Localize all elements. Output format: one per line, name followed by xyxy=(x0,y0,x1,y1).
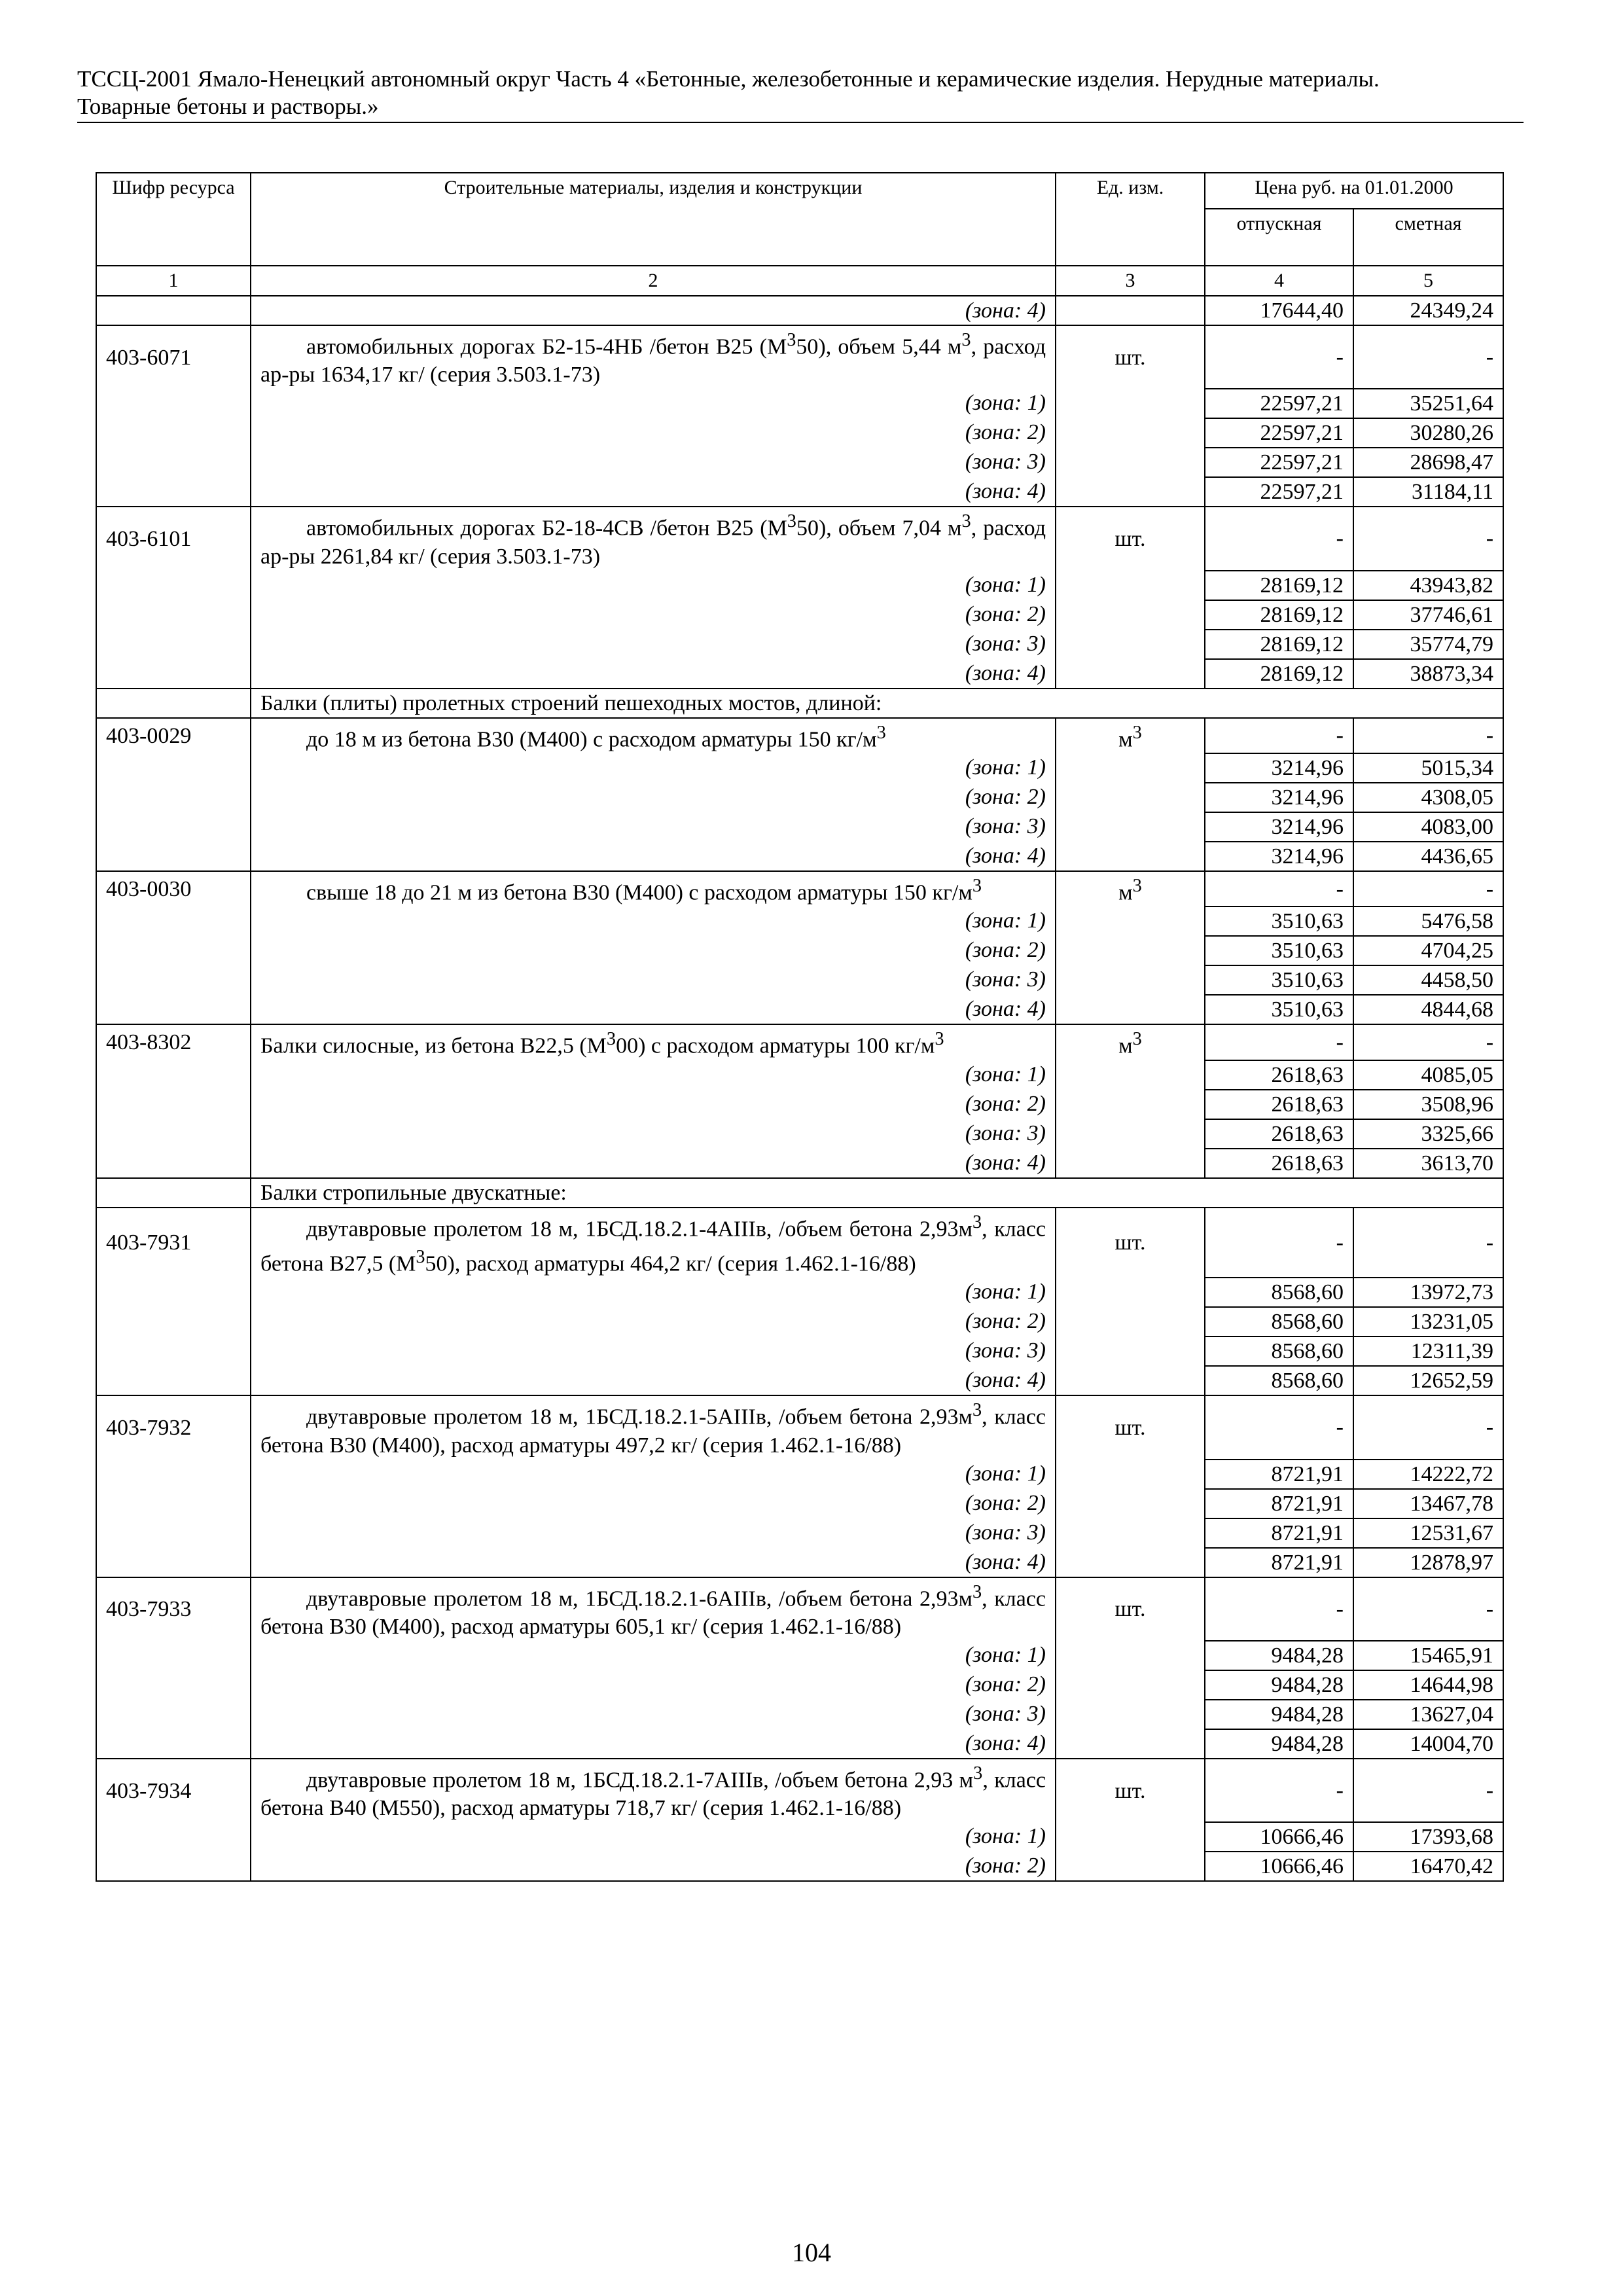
zone-row xyxy=(96,1548,1503,1577)
code-cell xyxy=(96,689,251,718)
code-cell xyxy=(96,448,251,477)
release-price: 9484,28 xyxy=(1205,1670,1353,1700)
section-row xyxy=(96,689,1503,718)
estimate-price: - xyxy=(1353,871,1503,906)
unit-cell xyxy=(1056,1119,1205,1149)
release-price: 28169,12 xyxy=(1205,571,1353,600)
estimate-price: 35251,64 xyxy=(1353,389,1503,418)
unit-cell xyxy=(1056,1852,1205,1881)
estimate-price: 3325,66 xyxy=(1353,1119,1503,1149)
unit-cell xyxy=(1056,1729,1205,1759)
unit-cell xyxy=(1056,448,1205,477)
code-cell xyxy=(96,1489,251,1518)
material-description: автомобильных дорогах Б2-15-4НБ /бетон В25 $(М^350)$, объем 5,44 $м^3$, расход ар-ры 1634,17 кг/ (серия 3.503.1-73) xyxy=(251,325,1056,389)
release-price: - xyxy=(1205,1024,1353,1060)
estimate-price: 35774,79 xyxy=(1353,630,1503,659)
zone-row xyxy=(96,1060,1503,1090)
zone-row xyxy=(96,965,1503,995)
zone-row xyxy=(96,1119,1503,1149)
estimate-price: 12531,67 xyxy=(1353,1518,1503,1548)
estimate-price: 17393,68 xyxy=(1353,1822,1503,1852)
code-cell xyxy=(96,1178,251,1208)
zone-label: (зона: 2) xyxy=(251,1670,1056,1700)
estimate-price: 31184,11 xyxy=(1353,477,1503,507)
zone-label: (зона: 2) xyxy=(251,418,1056,448)
estimate-price: 12311,39 xyxy=(1353,1336,1503,1366)
col-number-3: 3 xyxy=(1056,266,1205,296)
code-cell xyxy=(96,842,251,871)
release-price: 8568,60 xyxy=(1205,1307,1353,1336)
zone-row xyxy=(96,842,1503,871)
item-row xyxy=(96,507,1503,570)
unit-cell xyxy=(1056,477,1205,507)
release-price: 17644,40 xyxy=(1205,296,1353,325)
estimate-price: 43943,82 xyxy=(1353,571,1503,600)
release-price: 3214,96 xyxy=(1205,812,1353,842)
header-unit: Ед. изм. xyxy=(1056,173,1205,266)
col-number-5: 5 xyxy=(1353,266,1503,296)
estimate-price: 4458,50 xyxy=(1353,965,1503,995)
code-cell xyxy=(96,1278,251,1307)
header-price: Цена руб. на 01.01.2000 xyxy=(1205,173,1503,209)
zone-row xyxy=(96,1641,1503,1670)
page-number: 104 xyxy=(792,2238,831,2267)
zone-row xyxy=(96,1670,1503,1700)
estimate-price: - xyxy=(1353,1759,1503,1822)
zone-row xyxy=(96,1518,1503,1548)
estimate-price: 4308,05 xyxy=(1353,783,1503,812)
unit-cell xyxy=(1056,1336,1205,1366)
item-row xyxy=(96,1208,1503,1278)
code-cell xyxy=(96,1336,251,1366)
unit-cell xyxy=(1056,1149,1205,1178)
zone-label: (зона: 4) xyxy=(251,1729,1056,1759)
material-description: свыше 18 до 21 м из бетона В30 (М400) с расходом арматуры 150 $кг/м^3$ xyxy=(251,871,1056,906)
zone-row xyxy=(96,1460,1503,1489)
material-description: двутавровые пролетом 18 м, 1БСД.18.2.1-4АIIIв, /объем бетона $2,93м^3$, класс бетона В27,5 $(М^350)$, расход арматуры 464,2 кг/ (серия 1.462.1-16/88) xyxy=(251,1208,1056,1278)
zone-label: (зона: 2) xyxy=(251,1090,1056,1119)
unit-cell xyxy=(1056,1548,1205,1577)
release-price: - xyxy=(1205,871,1353,906)
release-price: 3510,63 xyxy=(1205,906,1353,936)
zone-label: (зона: 1) xyxy=(251,1060,1056,1090)
estimate-price: 16470,42 xyxy=(1353,1852,1503,1881)
release-price: 2618,63 xyxy=(1205,1060,1353,1090)
code-cell xyxy=(96,1460,251,1489)
resource-code: 403-7932 xyxy=(96,1395,251,1459)
release-price: 22597,21 xyxy=(1205,477,1353,507)
release-price: 22597,21 xyxy=(1205,418,1353,448)
zone-label: (зона: 1) xyxy=(251,1460,1056,1489)
code-cell xyxy=(96,477,251,507)
code-cell xyxy=(96,1518,251,1548)
code-cell xyxy=(96,1641,251,1670)
code-cell xyxy=(96,1149,251,1178)
unit-cell xyxy=(1056,1366,1205,1395)
code-cell xyxy=(96,296,251,325)
item-row xyxy=(96,1577,1503,1641)
estimate-price: - xyxy=(1353,1577,1503,1641)
unit-cell xyxy=(1056,995,1205,1024)
estimate-price: 15465,91 xyxy=(1353,1641,1503,1670)
material-description: Балки силосные, из бетона В22,5 $(М^300)$ с расходом арматуры 100 $кг/м^3$ xyxy=(251,1024,1056,1060)
code-cell xyxy=(96,1852,251,1881)
unit-cell xyxy=(1056,600,1205,630)
estimate-price: 30280,26 xyxy=(1353,418,1503,448)
zone-row xyxy=(96,1149,1503,1178)
release-price: 3214,96 xyxy=(1205,842,1353,871)
release-price: 3510,63 xyxy=(1205,936,1353,965)
unit-cell xyxy=(1056,936,1205,965)
release-price: - xyxy=(1205,1395,1353,1459)
estimate-price: 37746,61 xyxy=(1353,600,1503,630)
zone-label: (зона: 4) xyxy=(251,477,1056,507)
release-price: 22597,21 xyxy=(1205,448,1353,477)
code-cell xyxy=(96,659,251,689)
unit-cell xyxy=(1056,1641,1205,1670)
release-price: 28169,12 xyxy=(1205,659,1353,689)
estimate-price: 13972,73 xyxy=(1353,1278,1503,1307)
zone-label: (зона: 1) xyxy=(251,1278,1056,1307)
release-price: - xyxy=(1205,1577,1353,1641)
zone-row xyxy=(96,630,1503,659)
zone-label: (зона: 2) xyxy=(251,1852,1056,1881)
zone-label: (зона: 4) xyxy=(251,296,1056,325)
code-cell xyxy=(96,630,251,659)
code-cell xyxy=(96,1729,251,1759)
unit-cell xyxy=(1056,1700,1205,1729)
zone-label: (зона: 1) xyxy=(251,753,1056,783)
code-cell xyxy=(96,1700,251,1729)
item-row xyxy=(96,1024,1503,1060)
zone-label: (зона: 3) xyxy=(251,1700,1056,1729)
code-cell xyxy=(96,389,251,418)
zone-label: (зона: 4) xyxy=(251,842,1056,871)
release-price: - xyxy=(1205,1208,1353,1278)
code-cell xyxy=(96,783,251,812)
estimate-price: 5476,58 xyxy=(1353,906,1503,936)
release-price: 8721,91 xyxy=(1205,1548,1353,1577)
zone-row xyxy=(96,448,1503,477)
document-header xyxy=(77,65,1524,120)
header-code: Шифр ресурса xyxy=(96,173,251,266)
estimate-price: 3508,96 xyxy=(1353,1090,1503,1119)
zone-label: (зона: 3) xyxy=(251,630,1056,659)
zone-row xyxy=(96,1336,1503,1366)
unit-cell xyxy=(1056,418,1205,448)
estimate-price: 13231,05 xyxy=(1353,1307,1503,1336)
zone-label: (зона: 1) xyxy=(251,1641,1056,1670)
estimate-price: - xyxy=(1353,507,1503,570)
header-name: Строительные материалы, изделия и конструкции xyxy=(251,173,1056,266)
unit-cell xyxy=(1056,906,1205,936)
zone-label: (зона: 3) xyxy=(251,812,1056,842)
zone-label: (зона: 1) xyxy=(251,389,1056,418)
col-number-1: 1 xyxy=(96,266,251,296)
unit-cell xyxy=(1056,842,1205,871)
estimate-price: - xyxy=(1353,1208,1503,1278)
zone-row xyxy=(96,1366,1503,1395)
release-price: - xyxy=(1205,507,1353,570)
release-price: 22597,21 xyxy=(1205,389,1353,418)
col-number-4: 4 xyxy=(1205,266,1353,296)
resource-code: 403-8302 xyxy=(96,1024,251,1060)
unit-cell: шт. xyxy=(1056,1208,1205,1278)
estimate-price: 3613,70 xyxy=(1353,1149,1503,1178)
release-price: - xyxy=(1205,718,1353,753)
code-cell xyxy=(96,1670,251,1700)
material-description: до 18 м из бетона В30 (М400) с расходом арматуры 150 $кг/м^3$ xyxy=(251,718,1056,753)
header-line-1: ТССЦ-2001 Ямало-Ненецкий автономный округ Часть 4 «Бетонные, железобетонные и керамические изделия. Нерудные материалы. xyxy=(77,66,1380,92)
resource-code: 403-7931 xyxy=(96,1208,251,1278)
resource-code: 403-0030 xyxy=(96,871,251,906)
zone-label: (зона: 2) xyxy=(251,1307,1056,1336)
unit-cell: $м^3$ xyxy=(1056,718,1205,753)
unit-cell xyxy=(1056,1670,1205,1700)
code-cell xyxy=(96,906,251,936)
unit-cell xyxy=(1056,812,1205,842)
zone-row xyxy=(96,418,1503,448)
unit-cell xyxy=(1056,1278,1205,1307)
header-rule xyxy=(77,122,1524,123)
unit-cell xyxy=(1056,783,1205,812)
code-cell xyxy=(96,600,251,630)
code-cell xyxy=(96,1548,251,1577)
item-row xyxy=(96,1395,1503,1459)
release-price: 2618,63 xyxy=(1205,1119,1353,1149)
zone-label: (зона: 3) xyxy=(251,1336,1056,1366)
estimate-price: 12878,97 xyxy=(1353,1548,1503,1577)
estimate-price: 4083,00 xyxy=(1353,812,1503,842)
zone-label: (зона: 2) xyxy=(251,1489,1056,1518)
code-cell xyxy=(96,1307,251,1336)
code-cell xyxy=(96,965,251,995)
zone-row xyxy=(96,812,1503,842)
release-price: 8568,60 xyxy=(1205,1366,1353,1395)
section-title: Балки (плиты) пролетных строений пешеходных мостов, длиной: xyxy=(251,689,1503,718)
estimate-price: 4085,05 xyxy=(1353,1060,1503,1090)
release-price: 2618,63 xyxy=(1205,1090,1353,1119)
release-price: 10666,46 xyxy=(1205,1852,1353,1881)
zone-label: (зона: 4) xyxy=(251,1149,1056,1178)
zone-row xyxy=(96,1090,1503,1119)
item-row xyxy=(96,1759,1503,1822)
zone-label: (зона: 2) xyxy=(251,783,1056,812)
unit-cell xyxy=(1056,389,1205,418)
unit-cell: шт. xyxy=(1056,1395,1205,1459)
zone-label: (зона: 3) xyxy=(251,1518,1056,1548)
header-estimate-price: сметная xyxy=(1353,209,1503,266)
estimate-price: 38873,34 xyxy=(1353,659,1503,689)
material-description: двутавровые пролетом 18 м, 1БСД.18.2.1-6АIIIв, /объем бетона $2,93м^3$, класс бетона В30 (М400), расход арматуры 605,1 кг/ (серия 1.462.1-16/88) xyxy=(251,1577,1056,1641)
release-price: - xyxy=(1205,325,1353,389)
zone-row xyxy=(96,1307,1503,1336)
code-cell xyxy=(96,1060,251,1090)
release-price: 28169,12 xyxy=(1205,600,1353,630)
code-cell xyxy=(96,1119,251,1149)
zone-row xyxy=(96,659,1503,689)
estimate-price: - xyxy=(1353,1395,1503,1459)
material-description: двутавровые пролетом 18 м, 1БСД.18.2.1-5АIIIв, /объем бетона $2,93м^3$, класс бетона В30 (М400), расход арматуры 497,2 кг/ (серия 1.462.1-16/88) xyxy=(251,1395,1056,1459)
item-row xyxy=(96,871,1503,906)
zone-row xyxy=(96,571,1503,600)
section-title: Балки стропильные двускатные: xyxy=(251,1178,1503,1208)
release-price: 9484,28 xyxy=(1205,1700,1353,1729)
release-price: 28169,12 xyxy=(1205,630,1353,659)
release-price: 3214,96 xyxy=(1205,783,1353,812)
zone-label: (зона: 3) xyxy=(251,448,1056,477)
zone-row xyxy=(96,477,1503,507)
resource-code: 403-7933 xyxy=(96,1577,251,1641)
zone-row xyxy=(96,783,1503,812)
header-release-price: отпускная xyxy=(1205,209,1353,266)
estimate-price: 4704,25 xyxy=(1353,936,1503,965)
zone-label: (зона: 1) xyxy=(251,1822,1056,1852)
release-price: 8568,60 xyxy=(1205,1278,1353,1307)
resource-code: 403-0029 xyxy=(96,718,251,753)
unit-cell xyxy=(1056,1518,1205,1548)
unit-cell xyxy=(1056,571,1205,600)
estimate-price: 24349,24 xyxy=(1353,296,1503,325)
price-table xyxy=(96,172,1504,1882)
code-cell xyxy=(96,753,251,783)
header-line-2: Товарные бетоны и растворы.» xyxy=(77,94,379,119)
release-price: 8721,91 xyxy=(1205,1460,1353,1489)
release-price: 10666,46 xyxy=(1205,1822,1353,1852)
estimate-price: 14004,70 xyxy=(1353,1729,1503,1759)
estimate-price: 4436,65 xyxy=(1353,842,1503,871)
release-price: 3510,63 xyxy=(1205,995,1353,1024)
estimate-price: 4844,68 xyxy=(1353,995,1503,1024)
unit-cell: $м^3$ xyxy=(1056,1024,1205,1060)
item-row xyxy=(96,718,1503,753)
release-price: - xyxy=(1205,1759,1353,1822)
estimate-price: 28698,47 xyxy=(1353,448,1503,477)
release-price: 9484,28 xyxy=(1205,1729,1353,1759)
code-cell xyxy=(96,936,251,965)
section-row xyxy=(96,1178,1503,1208)
zone-row xyxy=(96,1822,1503,1852)
estimate-price: 13627,04 xyxy=(1353,1700,1503,1729)
unit-cell xyxy=(1056,965,1205,995)
estimate-price: 13467,78 xyxy=(1353,1489,1503,1518)
zone-label: (зона: 2) xyxy=(251,936,1056,965)
code-cell xyxy=(96,418,251,448)
estimate-price: 14222,72 xyxy=(1353,1460,1503,1489)
resource-code: 403-7934 xyxy=(96,1759,251,1822)
release-price: 3510,63 xyxy=(1205,965,1353,995)
code-cell xyxy=(96,812,251,842)
unit-cell xyxy=(1056,659,1205,689)
code-cell xyxy=(96,571,251,600)
release-price: 9484,28 xyxy=(1205,1641,1353,1670)
zone-label: (зона: 3) xyxy=(251,965,1056,995)
material-description: двутавровые пролетом 18 м, 1БСД.18.2.1-7АIIIв, /объем бетона 2,93 $м^3$, класс бетона В40 (М550), расход арматуры 718,7 кг/ (серия 1.462.1-16/88) xyxy=(251,1759,1056,1822)
zone-row xyxy=(96,1700,1503,1729)
unit-cell xyxy=(1056,630,1205,659)
unit-cell: шт. xyxy=(1056,325,1205,389)
unit-cell xyxy=(1056,1460,1205,1489)
zone-row xyxy=(96,995,1503,1024)
resource-code: 403-6101 xyxy=(96,507,251,570)
resource-code: 403-6071 xyxy=(96,325,251,389)
unit-cell: шт. xyxy=(1056,1759,1205,1822)
zone-label: (зона: 3) xyxy=(251,1119,1056,1149)
zone-row xyxy=(96,1729,1503,1759)
zone-row xyxy=(96,906,1503,936)
unit-cell xyxy=(1056,1060,1205,1090)
release-price: 8568,60 xyxy=(1205,1336,1353,1366)
code-cell xyxy=(96,1090,251,1119)
material-description: автомобильных дорогах Б2-18-4СВ /бетон В25 $(М^350)$, объем 7,04 $м^3$, расход ар-ры 2261,84 кг/ (серия 3.503.1-73) xyxy=(251,507,1056,570)
zone-row xyxy=(96,1852,1503,1881)
release-price: 8721,91 xyxy=(1205,1518,1353,1548)
code-cell xyxy=(96,1822,251,1852)
unit-cell: $м^3$ xyxy=(1056,871,1205,906)
table-body xyxy=(96,296,1503,1881)
estimate-price: 12652,59 xyxy=(1353,1366,1503,1395)
zone-row xyxy=(96,1489,1503,1518)
zone-label: (зона: 4) xyxy=(251,1548,1056,1577)
zone-row xyxy=(96,600,1503,630)
unit-cell xyxy=(1056,1489,1205,1518)
code-cell xyxy=(96,995,251,1024)
zone-row xyxy=(96,296,1503,325)
col-number-2: 2 xyxy=(251,266,1056,296)
unit-cell xyxy=(1056,1090,1205,1119)
unit-cell xyxy=(1056,1307,1205,1336)
zone-label: (зона: 4) xyxy=(251,659,1056,689)
zone-label: (зона: 2) xyxy=(251,600,1056,630)
estimate-price: - xyxy=(1353,325,1503,389)
zone-row xyxy=(96,1278,1503,1307)
release-price: 3214,96 xyxy=(1205,753,1353,783)
estimate-price: - xyxy=(1353,718,1503,753)
zone-label: (зона: 4) xyxy=(251,995,1056,1024)
zone-label: (зона: 1) xyxy=(251,906,1056,936)
estimate-price: 14644,98 xyxy=(1353,1670,1503,1700)
zone-row xyxy=(96,389,1503,418)
estimate-price: - xyxy=(1353,1024,1503,1060)
estimate-price: 5015,34 xyxy=(1353,753,1503,783)
unit-cell xyxy=(1056,1822,1205,1852)
release-price: 2618,63 xyxy=(1205,1149,1353,1178)
zone-row xyxy=(96,936,1503,965)
zone-label: (зона: 1) xyxy=(251,571,1056,600)
zone-label: (зона: 4) xyxy=(251,1366,1056,1395)
unit-cell: шт. xyxy=(1056,507,1205,570)
zone-row xyxy=(96,753,1503,783)
unit-cell: шт. xyxy=(1056,1577,1205,1641)
item-row xyxy=(96,325,1503,389)
code-cell xyxy=(96,1366,251,1395)
unit-cell xyxy=(1056,296,1205,325)
release-price: 8721,91 xyxy=(1205,1489,1353,1518)
unit-cell xyxy=(1056,753,1205,783)
